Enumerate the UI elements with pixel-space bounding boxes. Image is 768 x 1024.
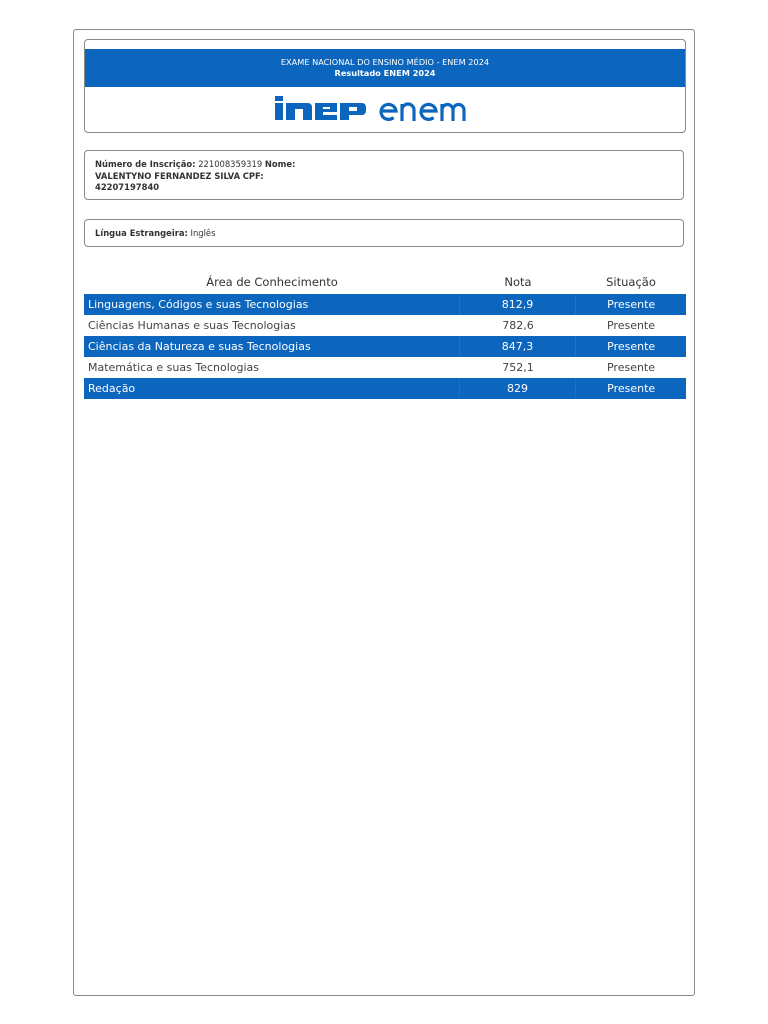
row-situacao: Presente xyxy=(607,340,656,353)
logo-area xyxy=(85,94,685,126)
cpf-label: CPF: xyxy=(242,170,264,181)
results-table xyxy=(84,270,686,399)
header-nota: Nota xyxy=(504,275,532,289)
nome-label: Nome: xyxy=(264,159,296,169)
candidate-info xyxy=(84,150,684,200)
row-nota: 829 xyxy=(459,378,577,399)
header-situacao: Situação xyxy=(606,275,656,289)
exam-title: EXAME NACIONAL DO ENSINO MÉDIO - ENEM 2024 xyxy=(280,57,490,67)
inscricao-value: 221008359319 xyxy=(198,159,263,169)
header-box xyxy=(84,39,686,133)
inep-logo xyxy=(275,96,366,120)
row-area: Ciências Humanas e suas Tecnologias xyxy=(88,319,296,332)
row-situacao: Presente xyxy=(607,298,656,311)
row-nota: 752,1 xyxy=(502,361,534,374)
row-area: Linguagens, Códigos e suas Tecnologias xyxy=(88,298,309,311)
row-nota: 847,3 xyxy=(459,336,577,357)
enem-logo xyxy=(381,104,464,121)
row-situacao: Presente xyxy=(607,382,656,395)
header-band xyxy=(85,49,685,87)
table-row xyxy=(84,336,686,357)
table-row xyxy=(84,315,686,336)
table-row xyxy=(84,294,686,315)
row-nota: 812,9 xyxy=(459,294,577,315)
result-title: Resultado ENEM 2024 xyxy=(334,68,436,78)
lingua-value: Inglês xyxy=(190,228,216,238)
header-area: Área de Conhecimento xyxy=(206,275,338,289)
nome-value: VALENTYNO FERNANDEZ SILVA xyxy=(95,170,241,181)
row-situacao: Presente xyxy=(606,361,656,374)
inep-enem-logo xyxy=(275,94,495,126)
table-header xyxy=(84,270,686,294)
row-nota: 782,6 xyxy=(502,319,534,332)
lingua-label: Língua Estrangeira: xyxy=(95,228,188,238)
row-area: Redação xyxy=(88,382,136,395)
result-sheet xyxy=(73,29,695,996)
inscricao-label: Número de Inscrição: xyxy=(95,159,196,169)
table-row xyxy=(84,357,686,378)
row-area: Matemática e suas Tecnologias xyxy=(88,361,260,374)
cpf-value: 42207197840 xyxy=(95,182,160,192)
row-situacao: Presente xyxy=(606,319,656,332)
foreign-language-info xyxy=(84,219,684,247)
table-row xyxy=(84,378,686,399)
row-area: Ciências da Natureza e suas Tecnologias xyxy=(88,340,311,353)
